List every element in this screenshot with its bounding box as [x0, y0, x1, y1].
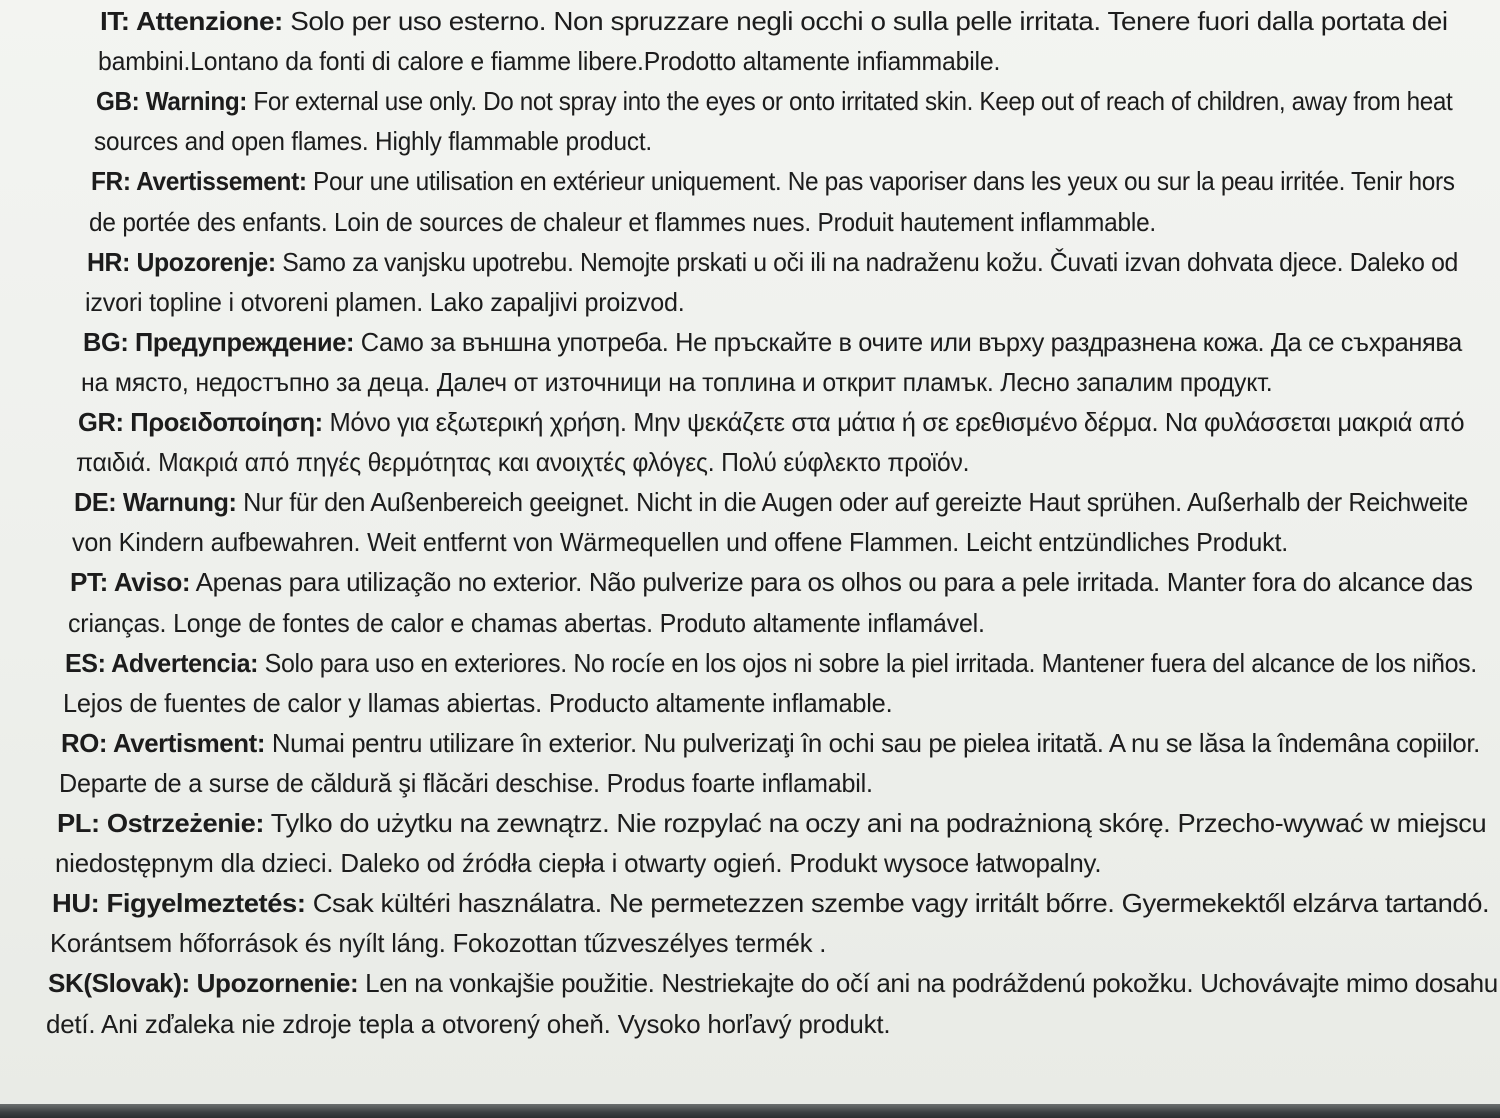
warning-bg-line2: на място, недостъпно за деца. Далеч от източници на топлина и открит пламък. Лесно запалим продукт.	[80, 366, 1272, 397]
warning-hr-text1: Samo za vanjsku upotrebu. Nemojte prskati u oči ili na nadraženu kožu. Čuvati izvan dohvata djece. Daleko od	[282, 246, 1458, 277]
warning-sk-line2: detí. Ani zďaleka nie zdroje tepla a otvorený oheň. Vysoko horľavý produkt.	[46, 1008, 891, 1039]
label-bottom-edge	[0, 1104, 1500, 1118]
warning-hu-text1: Csak kültéri használatra. Ne permetezzen szembe vagy irritált bőrre. Gyermekektől elzárva tartandó.	[313, 888, 1490, 919]
warning-es-line2: Lejos de fuentes de calor y llamas abiertas. Producto altamente inflamable.	[63, 687, 893, 718]
warning-hu-line2: Korántsem hőforrások és nyílt láng. Fokozottan tűzveszélyes termék .	[50, 928, 827, 959]
warning-gb-line1	[96, 84, 1452, 118]
warning-hu-line1	[52, 886, 1489, 920]
warning-ro-line1	[61, 726, 1480, 760]
warning-pt-line1	[70, 565, 1473, 599]
warning-gr-text1: Μόνο για εξωτερική χρήση. Μην ψεκάζετε στα μάτια ή σε ερεθισμένο δέρμα. Να φυλάσσεται μακριά από	[329, 407, 1465, 437]
warning-bg-line1	[83, 325, 1462, 359]
warning-gr-label: GR: Προειδοποίηση:	[78, 407, 324, 437]
warning-it-line1	[100, 4, 1448, 38]
warning-gr-line2: παιδιά. Μακριά από πηγές θερμότητας και ανοιχτές φλόγες. Πολύ εύφλεκτο προϊόν.	[76, 447, 970, 478]
warning-de-line1	[74, 485, 1468, 519]
warning-ro-label: RO: Avertisment:	[61, 727, 266, 758]
warning-bg-label: BG: Предупреждение:	[82, 326, 354, 357]
warning-pt-line2: crianças. Longe de fontes de calor e chamas abertas. Produto altamente inflamável.	[67, 607, 985, 638]
warning-fr-line2: de portée des enfants. Loin de sources de chaleur et flammes nues. Produit hautement inflammable.	[89, 206, 1157, 237]
warning-hr-line1	[87, 245, 1458, 279]
warning-fr-label: FR: Avertissement:	[91, 166, 307, 197]
warning-de-text1: Nur für den Außenbereich geeignet. Nicht in die Augen oder auf gereizte Haut sprühen. Außerhalb der Reichweite	[243, 487, 1468, 518]
warning-es-line1	[65, 646, 1477, 680]
warning-it-label: IT: Attenzione:	[100, 6, 283, 36]
warning-pl-text1: Tylko do użytku na zewnątrz. Nie rozpylać na oczy ani na podrażnioną skórę. Przecho-wywać w miejscu	[270, 808, 1487, 838]
warning-pl-line1	[57, 806, 1486, 840]
warning-pt-label: PT: Aviso:	[69, 567, 190, 598]
warning-pl-line2: niedostępnym dla dzieci. Daleko od źródła ciepła i otwarty ogień. Produkt wysoce łatwopalny.	[54, 848, 1101, 879]
warning-fr-line1	[91, 164, 1455, 198]
warning-gr-line1	[78, 405, 1464, 439]
warning-bg-text1: Само за външна употреба. Не пръскайте в очите или върху раздразнена кожа. Да се съхранява	[360, 326, 1462, 357]
warning-hu-label: HU: Figyelmeztetés:	[52, 888, 306, 919]
warning-de-line2: von Kindern aufbewahren. Weit entfernt von Wärmequellen und offene Flammen. Leicht entzündliches Produkt.	[71, 527, 1288, 558]
warning-it-line2: bambini.Lontano da fonti di calore e fiamme libere.Prodotto altamente infiammabile.	[97, 46, 1000, 77]
warning-it-text1: Solo per uso esterno. Non spruzzare negli occhi o sulla pelle irritata. Tenere fuori dalla portata dei	[290, 6, 1448, 36]
warning-gb-line2: sources and open flames. Highly flammable product.	[93, 126, 652, 157]
warning-ro-line2: Departe de a surse de căldură şi flăcări deschise. Produs foarte inflamabil.	[58, 767, 873, 798]
warning-gb-text1: For external use only. Do not spray into the eyes or onto irritated skin. Keep out of reach of children, away from heat	[253, 86, 1453, 117]
warning-gb-label: GB: Warning:	[95, 86, 247, 117]
warning-sk-line1	[48, 966, 1498, 1000]
warning-sk-label: SK(Slovak): Upozornenie:	[48, 968, 359, 999]
warning-pt-text1: Apenas para utilização no exterior. Não pulverize para os olhos ou para a pele irritada. Manter fora do alcance das	[195, 567, 1473, 598]
warning-de-label: DE: Warnung:	[74, 487, 237, 518]
warning-hr-label: HR: Upozorenje:	[87, 246, 276, 277]
warning-es-label: ES: Advertencia:	[65, 647, 259, 678]
warning-ro-text1: Numai pentru utilizare în exterior. Nu pulverizaţi în ochi sau pe pielea iritată. A nu se lăsa la îndemâna copiilor.	[271, 727, 1481, 758]
warning-es-text1: Solo para uso en exteriores. No rocíe en los ojos ni sobre la piel irritada. Mantener fuera del alcance de los niños.	[265, 647, 1478, 678]
warning-fr-text1: Pour une utilisation en extérieur uniquement. Ne pas vaporiser dans les yeux ou sur la peau irritée. Tenir hors	[313, 166, 1455, 197]
warning-pl-label: PL: Ostrzeżenie:	[56, 808, 264, 838]
warning-sk-text1: Len na vonkajšie použitie. Nestriekajte do očí ani na podráždenú pokožku. Uchovávajte mimo dosahu	[365, 968, 1499, 999]
warning-hr-line2: izvori topline i otvoreni plamen. Lako zapaljivi proizvod.	[84, 286, 685, 317]
